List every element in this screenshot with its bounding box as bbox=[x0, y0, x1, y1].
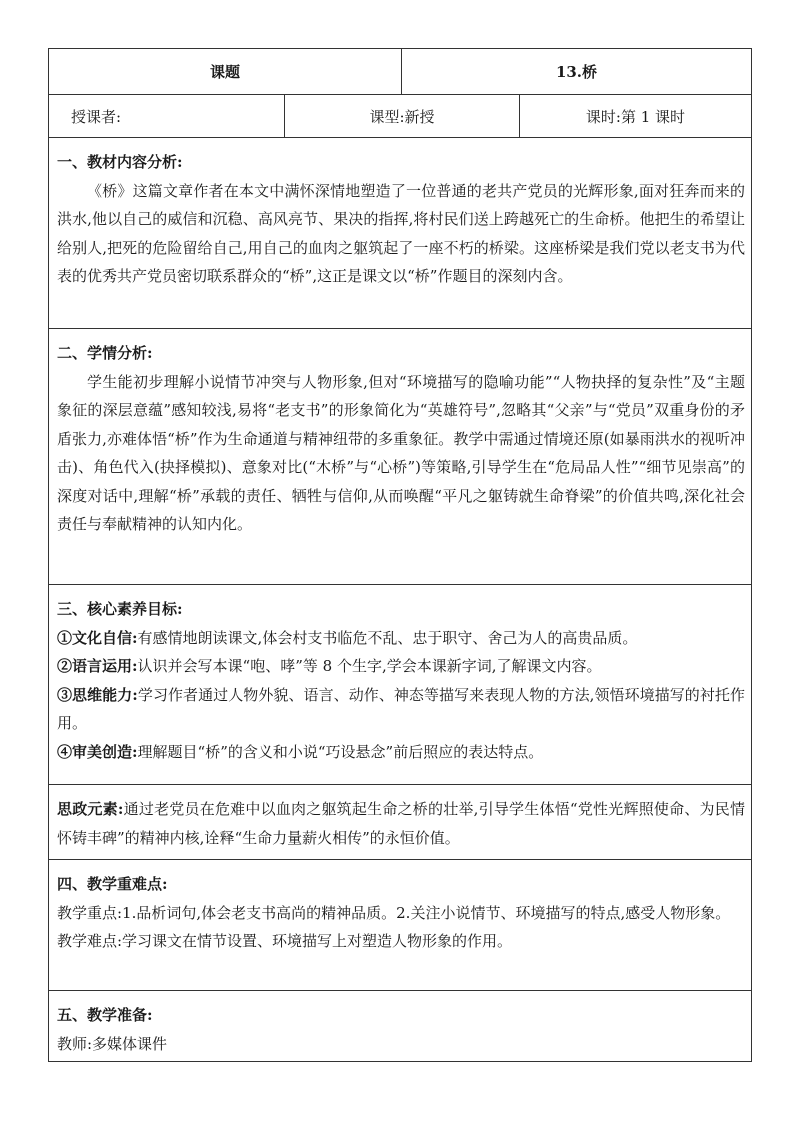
materials-body: 《桥》这篇文章作者在本文中满怀深情地塑造了一位普通的老共产党员的光辉形象,面对狂奔而来的洪水,他以自己的威信和沉稳、高风亮节、果决的指挥,将村民们送上跨越死亡的生命桥。他把生的希望让给别人,把死的危险留给自己,用自己的血肉之躯筑起了一座不朽的桥梁。这座桥梁是我们党以老支书为代表的优秀共产党员密切联系群众的“桥”,这正是课文以“桥”作题目的深刻内含。 bbox=[57, 181, 745, 285]
goal-label: ①文化自信: bbox=[57, 628, 138, 647]
goal-item bbox=[57, 738, 745, 767]
keypoints-title: 四、教学重难点: bbox=[57, 875, 168, 893]
preparation-section bbox=[49, 991, 751, 1061]
subject-value: 13.桥 bbox=[401, 49, 751, 94]
materials-section bbox=[49, 138, 751, 329]
lesson-plan-table bbox=[48, 48, 752, 1062]
goal-label: ②语言运用: bbox=[57, 657, 138, 675]
subject-row bbox=[49, 49, 751, 95]
goals-title: 三、核心素养目标: bbox=[57, 600, 183, 618]
preparation-title: 五、教学准备: bbox=[57, 1006, 153, 1024]
ideology-body bbox=[57, 795, 745, 852]
ideology-text: 通过老党员在危难中以血肉之躯筑起生命之桥的壮举,引导学生体悟“党性光辉照使命、为民情怀铸丰碑”的精神内核,诠释“生命力量薪火相传”的永恒价值。 bbox=[57, 800, 745, 847]
goal-item bbox=[57, 652, 745, 681]
goal-text: 认识并会写本课“咆、哮”等 8 个生字,学会本课新字词,了解课文内容。 bbox=[137, 657, 602, 675]
goal-text: 有感情地朗读课文,体会村支书临危不乱、忠于职守、舍己为人的高贵品质。 bbox=[137, 628, 638, 647]
subject-label: 课题 bbox=[209, 63, 240, 81]
learners-title: 二、学情分析: bbox=[57, 344, 153, 362]
preparation-text: 教师:多媒体课件 bbox=[57, 1034, 168, 1053]
materials-title: 一、教材内容分析: bbox=[57, 153, 183, 171]
keypoints-section bbox=[49, 860, 751, 991]
goals-section bbox=[49, 585, 751, 785]
learners-body: 学生能初步理解小说情节冲突与人物形象,但对“环境描写的隐喻功能”“人物抉择的复杂性”及“主题象征的深层意蕴”感知较浅,易将“老支书”的形象简化为“英雄符号”,忽略其“父亲”与“党员”双重身份的矛盾张力,亦难体悟“桥”作为生命通道与精神纽带的多重象征。教学中需通过情境还原(如暴雨洪水的视听冲击)、角色代入(抉择模拟)、意象对比(“木桥”与“心桥”)等策略,引导学生在“危局品人性”“细节见崇高”的深度对话中,理解“桥”承载的责任、牺牲与信仰,从而唤醒“平凡之躯铸就生命脊梁”的价值共鸣,深化社会责任与奉献精神的认知内化。 bbox=[57, 372, 745, 533]
keypoints-focus: 教学重点:1.品析词句,体会老支书高尚的精神品质。2.关注小说情节、环境描写的特点,感受人物形象。 bbox=[57, 903, 731, 922]
info-row bbox=[49, 95, 751, 138]
goal-text: 理解题目“桥”的含义和小说“巧设悬念”前后照应的表达特点。 bbox=[137, 742, 544, 761]
lesson-period: 课时:第 1 课时 bbox=[519, 95, 751, 137]
ideology-label: 思政元素: bbox=[57, 800, 124, 818]
ideology-section bbox=[49, 785, 751, 860]
goal-label: ④审美创造: bbox=[57, 742, 138, 761]
keypoints-difficulty: 教学难点:学习课文在情节设置、环境描写上对塑造人物形象的作用。 bbox=[57, 932, 513, 950]
lesson-type: 课型:新授 bbox=[284, 95, 519, 137]
learners-section bbox=[49, 329, 751, 585]
goal-text: 学习作者通过人物外貌、语言、动作、神态等描写来表现人物的方法,领悟环境描写的衬托作用。 bbox=[57, 685, 745, 732]
goal-label: ③思维能力: bbox=[57, 685, 138, 704]
goal-item bbox=[57, 624, 745, 653]
teacher-label: 授课者: bbox=[71, 107, 122, 126]
goal-item bbox=[57, 681, 745, 738]
